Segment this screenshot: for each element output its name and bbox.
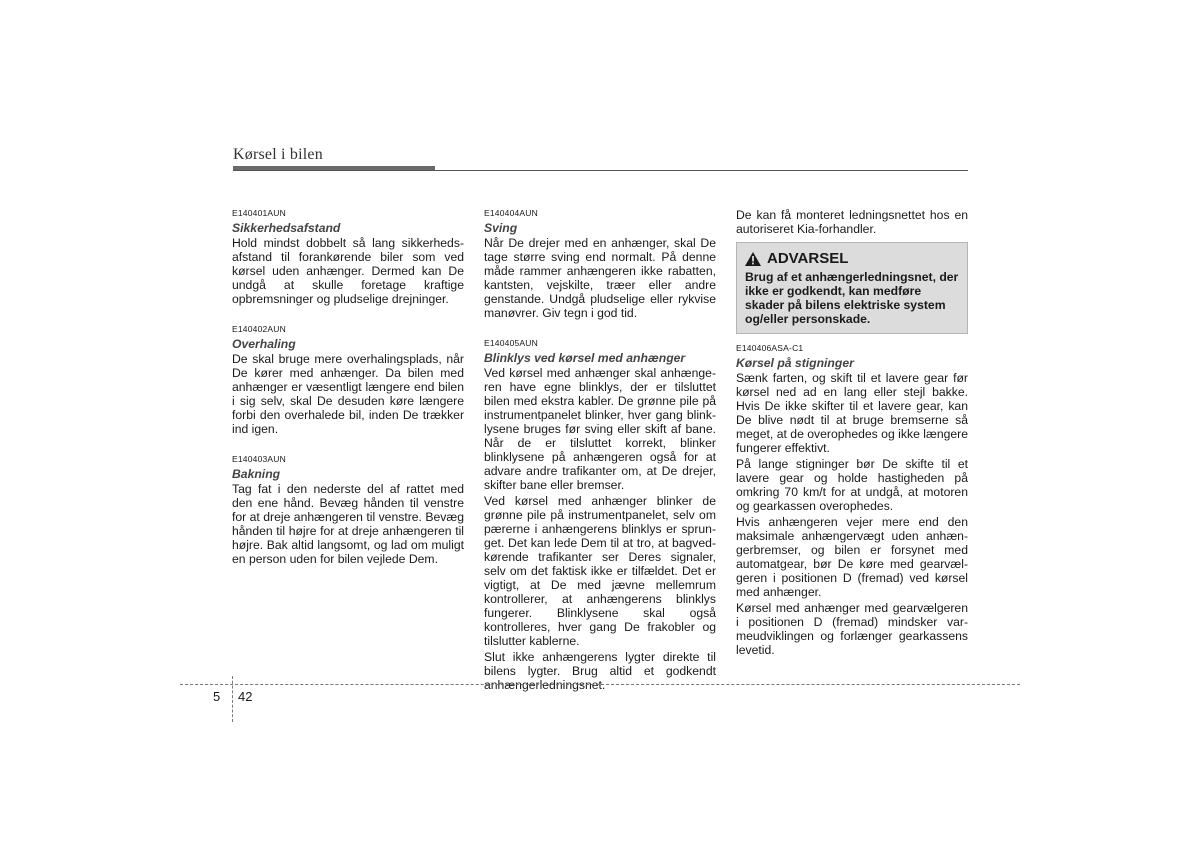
section-paragraph: Hvis anhængeren vejer mere end den maksimale anhængervægt uden anhængerbremser, og bilen er forsynet med automatgear, bør De køre med gearvælgeren i positionen D (fremad) ved kørsel med anhænger. [736,515,968,599]
page-number-divider [232,676,233,722]
section-heading: Overhaling [232,337,296,351]
page-title: Kørsel i bilen [233,146,323,163]
section-overhaling [232,324,464,436]
section-sikkerhedsafstand [232,208,464,306]
column-2 [484,208,716,710]
section-paragraph: Når De drejer med en anhænger, skal De tage større sving end normalt. På denne måde rammer anhængeren ikke rabatten, kantsten, vejskilte, træer eller andre genstande. Undgå pludselige eller rykvise manøvrer. Giv tegn i god tid. [484,236,716,320]
section-heading: Bakning [232,467,281,481]
section-code: E140403AUN [232,454,286,464]
section-paragraph: Kørsel med anhænger med gearvælgeren i positionen D (fremad) mindsker varmeudviklingen og forlænger gearkassens levetid. [736,601,968,657]
section-paragraph: Ved kørsel med anhænger skal anhængeren have egne blinklys, der er tilsluttet bilen med ekstra kabler. De grønne pile på instrumentpanelet blinker, hver gang blinklysene bruges før sving eller skift af bane. Når de er tilsluttet korrekt, blinker blinklysene på anhængeren også for at advare andre trafikanter om, at De drejer, skifter bane eller bremser. [484,366,716,492]
warning-header [745,250,959,268]
section-paragraph: Ved kørsel med anhænger blinker de grønne pile på instrumentpanelet, selv om pærerne i anhængerens blinklys er sprunget. Det kan lede Dem til at tro, at bagvedkørende trafikanter ser Deres signaler, selv om det faktisk ikke er tilfældet. Det er vigtigt, at De med jævne mellemrum kontrollerer, at anhængerens blinklys fungerer. Blinklysene skal også kontrolleres, hver gang De frakobler og tilslutter kablerne. [484,494,716,648]
section-paragraph: Sænk farten, og skift til et lavere gear før kørsel ned ad en lang eller stejl bakke. Hvis De ikke skifter til et lavere gear, kan De blive nødt til at bruge bremserne så meget, at de overophedes og ikke længere fungerer effektivt. [736,371,968,455]
column-1 [232,208,464,584]
column-3 [736,208,968,675]
section-paragraph: De skal bruge mere overhalingsplads, når De kører med anhænger. Da bilen med anhænger er væsentligt længere end bilen i sig selv, skal De desuden køre længere forbi den overhalede bil, inden De trækker ind igen. [232,352,464,436]
section-code: E140406ASA-C1 [736,343,804,353]
section-heading: Sikkerhedsafstand [232,221,341,235]
section-blinklys [484,338,716,692]
section-paragraph: På lange stigninger bør De skifte til et lavere gear og holde hastigheden på omkring 70 km/t for at undgå, at motoren og gearkassen overophedes. [736,457,968,513]
section-heading: Blinklys ved kørsel med anhænger [484,351,686,365]
section-bakning [232,454,464,566]
warning-text: Brug af et anhængerledningsnet, der ikke er godkendt, kan medføre skader på bilens elektriske system og/eller personskade. [745,270,959,326]
section-heading: Sving [484,221,518,235]
page-number: 42 [238,689,253,704]
warning-triangle-icon [745,252,761,266]
header-rule [233,170,968,171]
section-paragraph: Slut ikke anhængerens lygter direkte til bilens lygter. Brug altid et godkendt anhængerledningsnet. [484,650,716,692]
warning-title: ADVARSEL [767,250,849,267]
section-code: E140401AUN [232,208,286,218]
section-code: E140405AUN [484,338,538,348]
section-heading: Kørsel på stigninger [736,356,854,370]
section-paragraph: Tag fat i den nederste del af rattet med den ene hånd. Bevæg hånden til venstre for at dreje anhængeren til venstre. Bevæg hånden til højre for at dreje anhængeren til højre. Bak altid langsomt, og lad om muligt en person uden for bilen vejlede Dem. [232,482,464,566]
footer-rule [180,684,1020,685]
warning-box [736,242,968,334]
section-sving [484,208,716,320]
intro-paragraph: De kan få monteret ledningsnettet hos en autoriseret Kia-forhandler. [736,208,968,236]
section-stigninger [736,343,968,657]
section-code: E140404AUN [484,208,538,218]
chapter-number: 5 [213,689,221,704]
section-paragraph: Hold mindst dobbelt så lang sikkerhedsafstand til forankørende biler som ved kørsel uden anhænger. Dermed kan De undgå at skulle foretage kraftige opbremsninger og pludselige drejninger. [232,236,464,306]
section-code: E140402AUN [232,324,286,334]
